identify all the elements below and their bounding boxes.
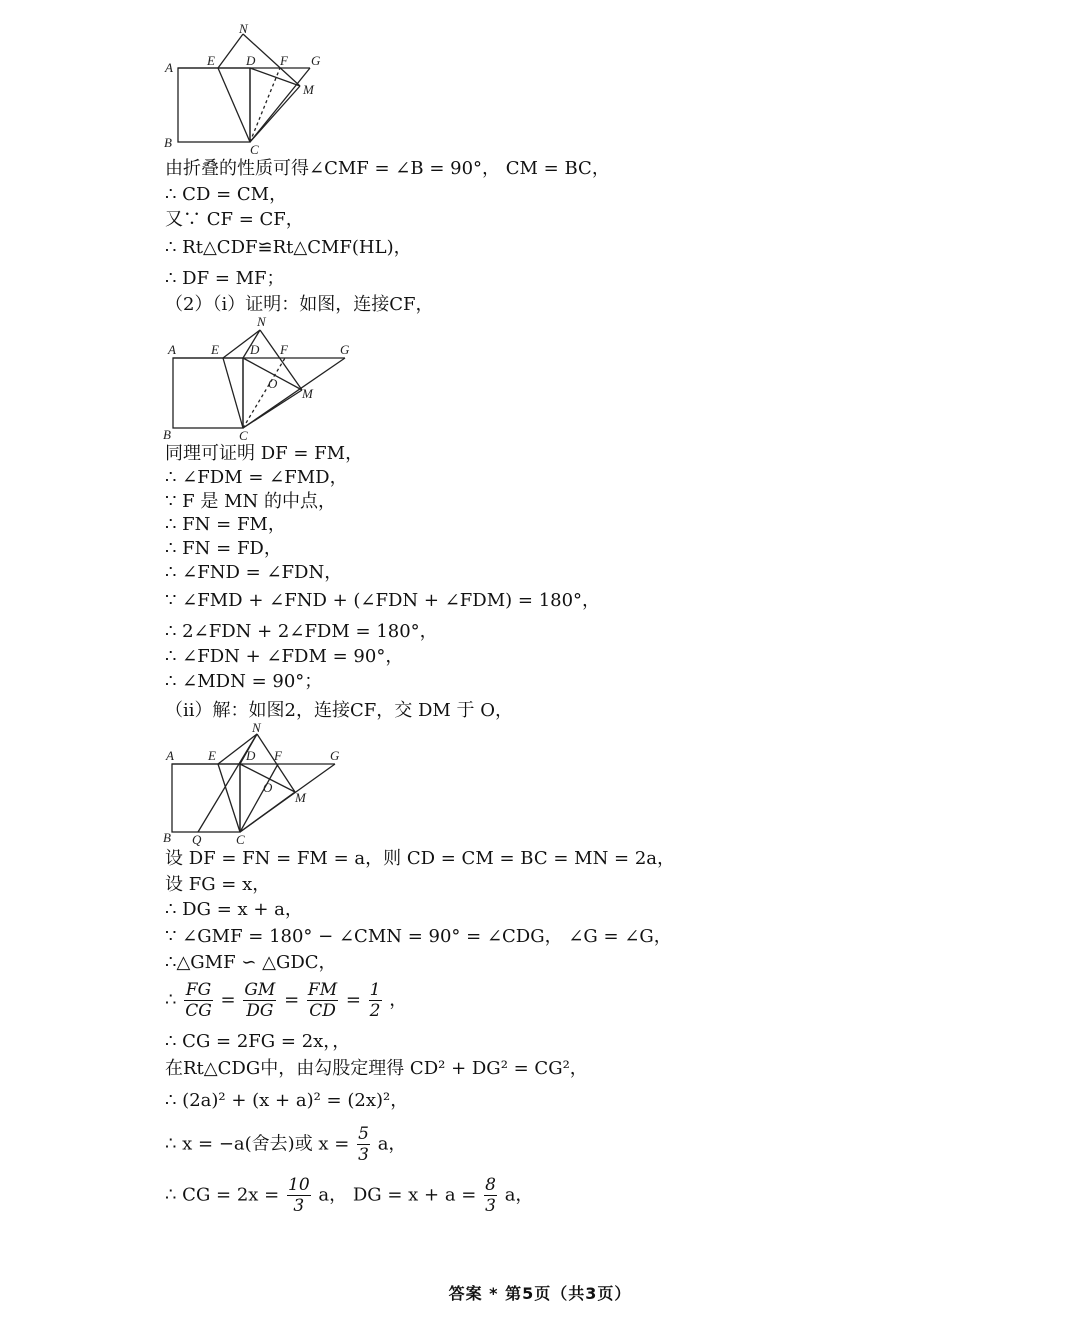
solution-line-4: ∵ ∠GMF = 180° − ∠CMN = 90° = ∠CDG， ∠G = ∠G， <box>165 926 672 947</box>
solution-line-9: ∴ (2a)² + (x + a)² = (2x)²， <box>165 1090 409 1111</box>
fraction-denominator: 3 <box>293 1196 305 1216</box>
fraction-eight-thirds <box>484 1175 497 1216</box>
proof-line-11: ∴ FN = FD， <box>165 538 282 559</box>
figure-2 <box>160 314 360 448</box>
fig3-label-e: E <box>208 748 216 763</box>
proof-line-1: 由折叠的性质可得∠CMF = ∠B = 90°， CM = BC， <box>165 158 610 179</box>
solution-line-11 <box>165 1175 533 1216</box>
dg-value-text: a， DG = x + a = <box>318 1184 477 1206</box>
page-footer: 答案 * 第5页（共3页） <box>448 1284 632 1303</box>
fig1-label-b: B <box>164 135 172 150</box>
fig1-label-n: N <box>239 21 248 36</box>
fig3-label-o: O <box>263 780 273 795</box>
proof-line-15: ∴ ∠FDN + ∠FDM = 90°， <box>165 646 404 667</box>
fraction-numerator: FM <box>307 980 338 1000</box>
solution-line-1: 设 DF = FN = FM = a，则 CD = CM = BC = MN = 2a， <box>165 848 676 869</box>
fig3-label-a: A <box>166 748 174 763</box>
fraction-denominator: CD <box>309 1001 336 1021</box>
fraction-denominator: 2 <box>369 1001 381 1021</box>
dg-value-suffix: a， <box>504 1184 534 1206</box>
x-value-text: ∴ x = −a(舍去)或 x = <box>165 1133 350 1155</box>
fraction-gm-dg <box>243 980 276 1021</box>
proof-line-12: ∴ ∠FND = ∠FDN， <box>165 562 343 583</box>
fraction-five-thirds <box>357 1124 370 1165</box>
fig1-label-m: M <box>303 82 314 97</box>
fig2-label-d: D <box>250 342 260 357</box>
proof-line-4: ∴ Rt△CDF≌Rt△CMF(HL)， <box>165 237 412 258</box>
figure-1 <box>160 22 340 161</box>
x-value-suffix: a， <box>377 1133 407 1155</box>
fraction-denominator: 3 <box>485 1196 496 1216</box>
fig3-label-c: C <box>236 832 245 847</box>
fraction-numerator: FG <box>185 980 212 1000</box>
fig2-label-a: A <box>168 342 176 357</box>
proof-line-7: 同理可证明 DF = FM， <box>165 443 364 464</box>
fraction-numerator: 10 <box>288 1175 310 1195</box>
proof-line-9: ∵ F 是 MN 的中点， <box>165 491 337 512</box>
fig1-label-d: D <box>246 53 256 68</box>
fraction-one-half <box>369 980 382 1021</box>
solution-line-3: ∴ DG = x + a， <box>165 899 303 920</box>
fraction-numerator: 1 <box>369 980 381 1000</box>
fig1-label-c: C <box>250 142 259 157</box>
proof-line-3: 又∵ CF = CF， <box>165 209 304 230</box>
fraction-denominator: DG <box>246 1001 274 1021</box>
fraction-fm-cd <box>307 980 338 1021</box>
fraction-fg-cg <box>184 980 213 1021</box>
equals-sign: = <box>284 989 300 1011</box>
fig2-label-b: B <box>163 427 171 442</box>
part2-heading: （2）（i）证明：如图，连接CF， <box>165 294 434 315</box>
solution-line-2: 设 FG = x， <box>165 874 271 895</box>
fraction-denominator: CG <box>185 1001 212 1021</box>
fig3-label-b: B <box>163 830 171 845</box>
fig1-label-g: G <box>311 53 321 68</box>
ratio-line <box>165 980 407 1021</box>
proof-line-16: ∴ ∠MDN = 90°； <box>165 671 323 692</box>
fig2-label-o: O <box>268 376 278 391</box>
fig2-label-c: C <box>239 428 248 443</box>
fig3-label-d: D <box>246 748 256 763</box>
fig1-label-f: F <box>280 53 288 68</box>
equals-sign: = <box>220 989 236 1011</box>
fraction-ten-thirds <box>287 1175 311 1216</box>
solution-line-8: 在Rt△CDG中，由勾股定理得 CD² + DG² = CG²， <box>165 1058 588 1079</box>
fig3-label-q: Q <box>192 832 202 847</box>
fig2-label-n: N <box>257 314 266 329</box>
fig2-label-g: G <box>340 342 350 357</box>
part2-ii-heading: （ii）解：如图2，连接CF，交 DM 于 O， <box>165 700 514 721</box>
fraction-numerator: GM <box>244 980 276 1000</box>
proof-line-2: ∴ CD = CM， <box>165 184 288 205</box>
fraction-numerator: 5 <box>358 1124 369 1144</box>
fig3-label-m: M <box>295 790 306 805</box>
figure-3 <box>160 720 360 854</box>
solution-line-5: ∴△GMF ∽ △GDC， <box>165 952 337 973</box>
proof-line-13: ∵ ∠FMD + ∠FND + (∠FDN + ∠FDM) = 180°， <box>165 590 601 611</box>
fig2-label-e: E <box>211 342 219 357</box>
comma: ， <box>389 989 408 1011</box>
cg-value-text: ∴ CG = 2x = <box>165 1184 280 1206</box>
fraction-numerator: 8 <box>485 1175 496 1195</box>
solution-line-7: ∴ CG = 2FG = 2x，， <box>165 1031 351 1052</box>
proof-line-8: ∴ ∠FDM = ∠FMD， <box>165 467 348 488</box>
fraction-denominator: 3 <box>358 1145 369 1165</box>
proof-line-10: ∴ FN = FM， <box>165 514 286 535</box>
fig3-label-g: G <box>330 748 340 763</box>
fig3-label-n: N <box>252 720 261 735</box>
proof-line-14: ∴ 2∠FDN + 2∠FDM = 180°， <box>165 621 438 642</box>
fig2-label-m: M <box>302 386 313 401</box>
solution-line-10 <box>165 1124 406 1165</box>
equals-sign: = <box>345 989 361 1011</box>
fig3-label-f: F <box>274 748 282 763</box>
proof-line-5: ∴ DF = MF； <box>165 268 285 289</box>
fig1-label-e: E <box>207 53 215 68</box>
therefore-symbol: ∴ <box>165 989 177 1011</box>
fig2-label-f: F <box>280 342 288 357</box>
fig1-label-a: A <box>165 60 173 75</box>
